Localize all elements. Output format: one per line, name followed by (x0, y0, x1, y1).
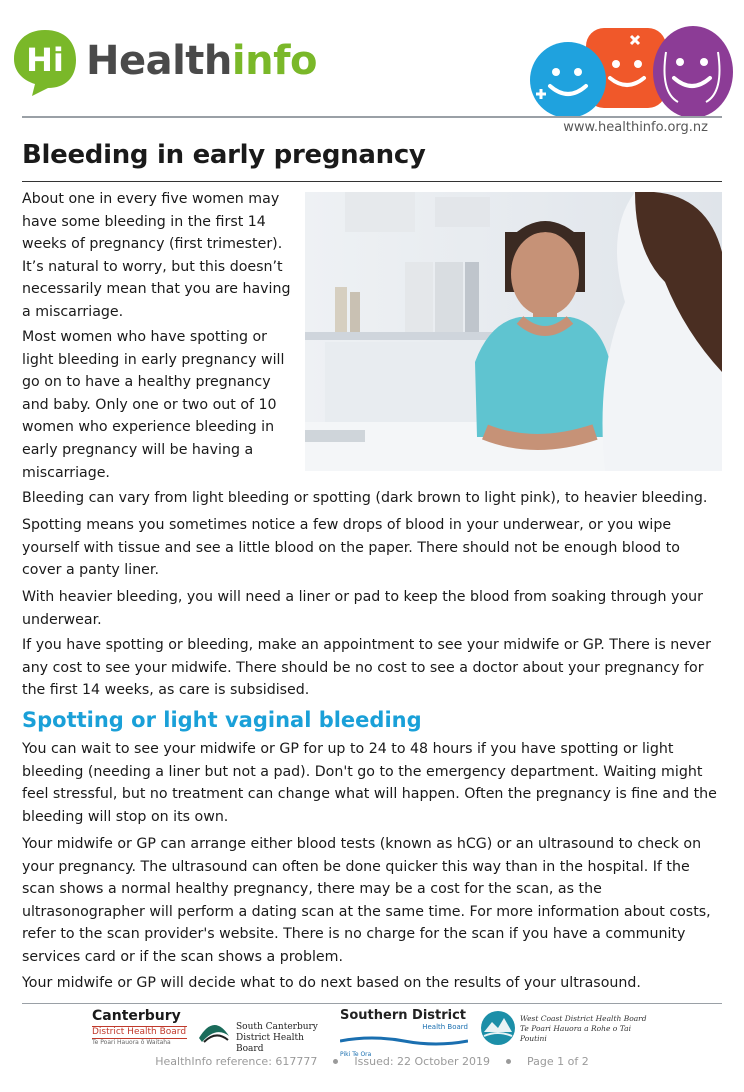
footer-meta (0, 1055, 744, 1068)
healthinfo-logo (86, 38, 317, 84)
footer-divider (22, 1003, 722, 1004)
west-coast-line2: Te Poari Hauora a Rohe o Tai Poutini (520, 1024, 631, 1043)
page-header (0, 0, 744, 140)
smiley-faces-icon (528, 22, 738, 118)
consultation-photo (305, 192, 722, 471)
southern-tag: Piki Te Ora (340, 1051, 372, 1058)
south-canterbury-emblem-icon (194, 1008, 234, 1048)
section-paragraph-2: Your midwife or GP can arrange either blood tests (known as hCG) or an ultrasound to check on your pregnancy. The ultrasound can often be done quicker this way than in the hospital. If the scan shows a normal healthy pregnancy, there may be a cost for the scan, as the ultrasonographer will perform a dating scan at the same time. For more information about costs, refer to the scan provider's website. There is no charge for the scan if you have a community services card or if the scan shows a problem. (22, 836, 711, 965)
healthinfo-badge-icon (10, 26, 80, 98)
south-canterbury-line2: District Health Board (236, 1033, 304, 1054)
page-number: Page 1 of 2 (527, 1055, 589, 1068)
header-divider (22, 116, 722, 118)
issued-date: Issued: 22 October 2019 (354, 1055, 491, 1068)
canterbury-maori: Te Poari Hauora ō Waitaha (92, 1039, 171, 1046)
canterbury-sub: District Health Board (92, 1027, 187, 1037)
south-canterbury-line1: South Canterbury (236, 1022, 318, 1032)
body-paragraph-1: Bleeding can vary from light bleeding or spotting (dark brown to light pink), to heavier bleeding. (22, 490, 708, 506)
canterbury-dhb-logo (92, 1008, 187, 1048)
west-coast-line1: West Coast District Health Board (520, 1014, 647, 1023)
separator-dot-icon (506, 1059, 511, 1064)
intro-paragraph-2: Most women who have spotting or light bleeding in early pregnancy will go on to have a healthy pregnancy and baby. Only one or two out of 10 women who experience bleeding in early pregnancy will be having a miscarriage. (22, 329, 285, 481)
page-title: Bleeding in early pregnancy (22, 140, 426, 170)
body-paragraph-2: Spotting means you sometimes notice a few drops of blood in your underwear, or you wipe yourself with tissue and see a little blood on the paper. There should not be enough blood to cover a panty liner. (22, 517, 680, 579)
title-divider (22, 181, 722, 182)
section-paragraph-1: You can wait to see your midwife or GP for up to 24 to 48 hours if you have spotting or light bleeding (needing a liner but not a pad). Don't go to the emergency department. Waiting might feel stressful, but no treatment can change what will happen. Often the pregnancy is fine and the bleeding will stop on its own. (22, 741, 717, 825)
body-paragraph-3: With heavier bleeding, you will need a liner or pad to keep the blood from soaking through your underwear. (22, 589, 703, 628)
southern-wave-icon (340, 1035, 468, 1047)
consultation-illustration (305, 192, 722, 471)
southern-sub: Health Board (422, 1023, 468, 1031)
website-url: www.healthinfo.org.nz (563, 120, 708, 135)
separator-dot-icon (333, 1059, 338, 1064)
southern-name: Southern District (340, 1008, 467, 1023)
section-paragraph-3: Your midwife or GP will decide what to do next based on the results of your ultrasound. (22, 975, 641, 991)
badge-text: Hi (26, 41, 64, 79)
southern-dhb-logo (340, 1008, 468, 1058)
section-heading: Spotting or light vaginal bleeding (22, 708, 422, 732)
west-coast-emblem-icon (480, 1010, 516, 1046)
body-paragraph-4: If you have spotting or bleeding, make an appointment to see your midwife or GP. There is never any cost to see your midwife. There should be no cost to see a doctor about your pregnancy for the first 14 weeks, as care is subsidised. (22, 637, 711, 699)
south-canterbury-dhb-logo (194, 1008, 329, 1054)
reference-number: HealthInfo reference: 617777 (155, 1055, 318, 1068)
canterbury-name: Canterbury (92, 1008, 181, 1024)
logo-text-health: Health (86, 38, 232, 84)
intro-paragraph-1: About one in every five women may have some bleeding in the first 14 weeks of pregnancy (first trimester). It’s natural to worry, but this doesn’t necessarily mean that you are having a miscarriage. (22, 191, 291, 320)
west-coast-dhb-logo (480, 1008, 660, 1048)
logo-text-info: info (231, 38, 317, 84)
